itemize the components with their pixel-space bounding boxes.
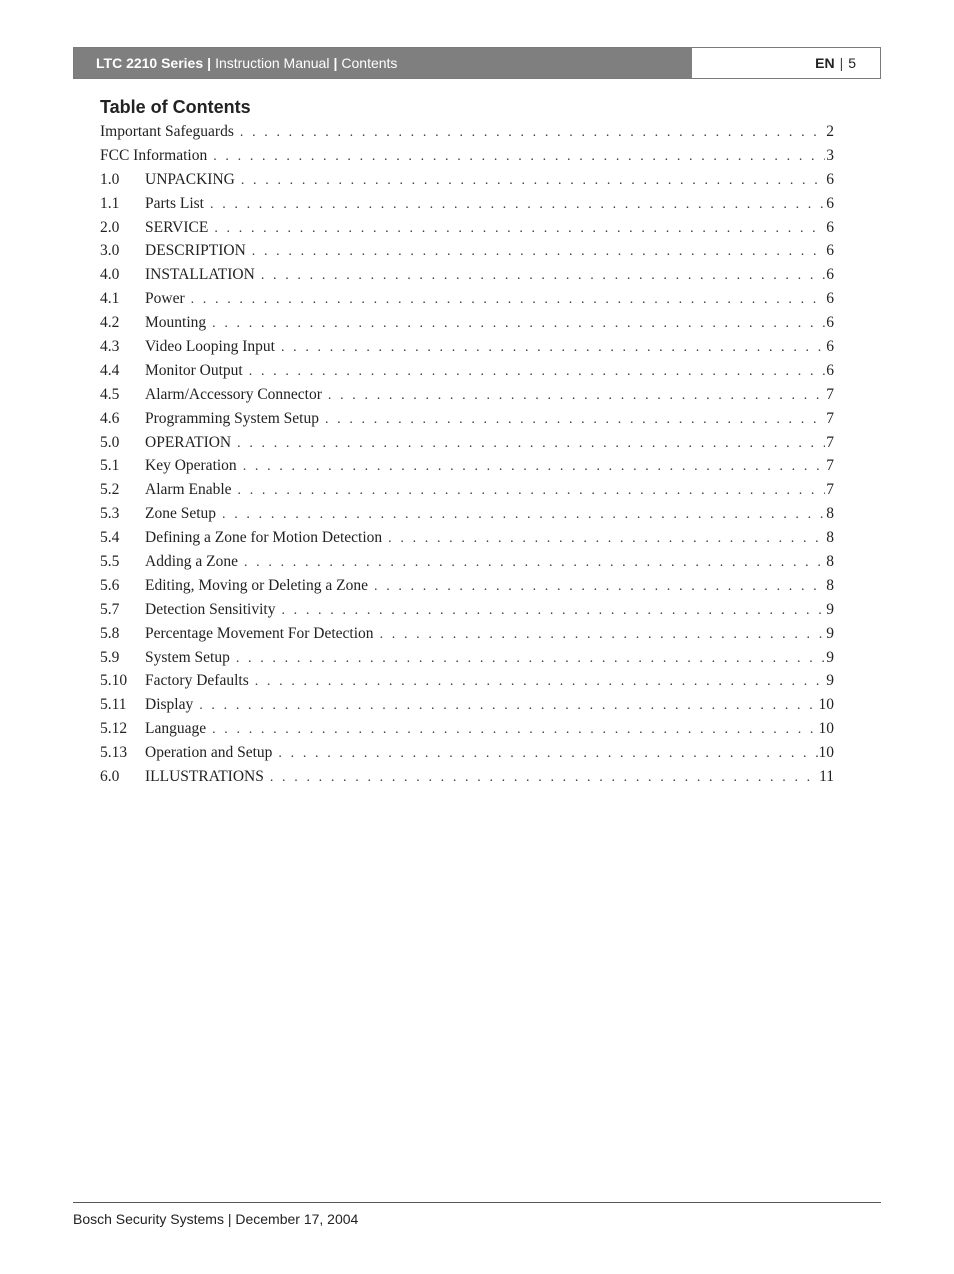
toc-entry-number: 5.7 — [100, 600, 120, 618]
toc-entry-number: 4.4 — [100, 361, 120, 379]
toc-entry-title: UNPACKING — [145, 170, 235, 188]
toc-entry-title: Factory Defaults — [145, 672, 249, 690]
toc-entry-page: 7 — [826, 433, 834, 451]
toc-entry-number: 5.9 — [100, 648, 120, 666]
toc-entry-title: Defining a Zone for Motion Detection — [145, 529, 383, 547]
footer-divider — [73, 1202, 881, 1203]
toc-entry-number: 5.10 — [100, 672, 128, 690]
toc-entry[interactable] — [100, 410, 834, 434]
toc-dot-leader — [281, 340, 825, 356]
toc-dot-leader — [214, 221, 825, 237]
toc-dot-leader — [199, 698, 817, 714]
toc-entry[interactable] — [100, 290, 834, 314]
toc-entry-page: 9 — [826, 600, 834, 618]
toc-dot-leader — [238, 483, 826, 499]
toc-entry-page: 9 — [826, 672, 834, 690]
toc-entry-number: 5.5 — [100, 553, 120, 571]
toc-entry[interactable] — [100, 696, 834, 720]
toc-entry[interactable] — [100, 601, 834, 625]
toc-entry-title: FCC Information — [100, 146, 208, 164]
toc-entry-page: 10 — [818, 720, 834, 738]
toc-dot-leader — [191, 292, 826, 308]
toc-entry-page: 2 — [826, 123, 834, 140]
toc-entry-number: 5.11 — [100, 696, 127, 714]
toc-entry-title: Video Looping Input — [145, 338, 275, 356]
toc-dot-leader — [244, 555, 825, 571]
toc-entry[interactable] — [100, 720, 834, 744]
toc-dot-leader — [237, 436, 825, 452]
toc-dot-leader — [388, 531, 825, 547]
toc-entry-page: 7 — [826, 409, 834, 427]
toc-entry-number: 5.2 — [100, 481, 120, 499]
toc-entry[interactable] — [100, 147, 834, 171]
toc-entry-title: INSTALLATION — [145, 266, 255, 284]
toc-entry-page: 11 — [819, 768, 834, 786]
toc-entry-title: Language — [145, 720, 207, 738]
toc-entry-title: DESCRIPTION — [145, 242, 246, 260]
toc-entry-number: 5.13 — [100, 744, 128, 762]
toc-entry-number: 4.6 — [100, 409, 120, 427]
header-page-number: 5 — [848, 55, 856, 71]
header-language: EN — [815, 55, 835, 71]
toc-dot-leader — [241, 173, 825, 189]
toc-entry[interactable] — [100, 338, 834, 362]
toc-entry-page: 8 — [826, 576, 834, 594]
toc-entry-title: ILLUSTRATIONS — [145, 768, 264, 786]
toc-dot-leader — [249, 364, 826, 380]
toc-entry-title: OPERATION — [145, 433, 232, 451]
toc-entry-title: Important Safeguards — [100, 123, 234, 140]
toc-entry-title: Detection Sensitivity — [145, 600, 276, 618]
toc-entry-title: Parts List — [145, 194, 204, 212]
toc-entry-number: 2.0 — [100, 218, 120, 236]
toc-entry-number: 6.0 — [100, 768, 120, 786]
toc-entry-page: 7 — [826, 457, 834, 475]
header-separator: | — [839, 55, 844, 71]
toc-entry-title: Operation and Setup — [145, 744, 273, 762]
toc-entry-title: Power — [145, 290, 185, 308]
toc-entry-title: Key Operation — [145, 457, 237, 475]
toc-dot-leader — [240, 125, 825, 141]
toc-entry[interactable] — [100, 625, 834, 649]
toc-entry-page: 8 — [826, 505, 834, 523]
toc-entry-number: 5.1 — [100, 457, 120, 475]
toc-entry[interactable] — [100, 123, 834, 147]
toc-entry[interactable] — [100, 672, 834, 696]
header-page-info — [692, 48, 880, 78]
toc-dot-leader — [270, 770, 818, 786]
toc-entry-number: 5.4 — [100, 529, 120, 547]
toc-entry-title: Display — [145, 696, 194, 714]
toc-dot-leader — [380, 627, 826, 643]
toc-entry[interactable] — [100, 744, 834, 768]
toc-entry-page: 6 — [826, 218, 834, 236]
toc-entry[interactable] — [100, 505, 834, 529]
toc-dot-leader — [222, 507, 825, 523]
toc-entry-number: 1.0 — [100, 170, 120, 188]
toc-entry-title: Percentage Movement For Detection — [145, 624, 374, 642]
toc-entry-page: 10 — [818, 744, 834, 762]
toc-entry-number: 5.12 — [100, 720, 128, 738]
toc-entry-title: Adding a Zone — [145, 553, 238, 571]
toc-entry-number: 4.0 — [100, 266, 120, 284]
toc-entry-page: 6 — [826, 290, 834, 308]
toc-entry-page: 3 — [826, 146, 834, 164]
toc-entry-page: 6 — [826, 194, 834, 212]
toc-title: Table of Contents — [100, 97, 251, 117]
toc-entry-title: Zone Setup — [145, 505, 217, 523]
toc-entry-page: 10 — [818, 696, 834, 714]
toc-entry-number: 3.0 — [100, 242, 120, 260]
toc-entry-page: 7 — [826, 481, 834, 499]
toc-entry-title: Editing, Moving or Deleting a Zone — [145, 576, 368, 594]
toc-entry-page: 6 — [826, 242, 834, 260]
toc-entry[interactable] — [100, 481, 834, 505]
toc-entry-page: 6 — [826, 314, 834, 332]
toc-entry-number: 4.3 — [100, 338, 120, 356]
toc-entry[interactable] — [100, 314, 834, 338]
toc-dot-leader — [210, 197, 825, 213]
toc-entry-number: 4.1 — [100, 290, 120, 308]
toc-entry-page: 8 — [826, 529, 834, 547]
toc-entry[interactable] — [100, 577, 834, 601]
toc-entry-page: 7 — [826, 385, 834, 403]
toc-list — [100, 123, 834, 792]
toc-entry[interactable] — [100, 386, 834, 410]
toc-dot-leader — [243, 459, 826, 475]
toc-entry-title: Programming System Setup — [145, 409, 319, 427]
toc-dot-leader — [278, 746, 817, 762]
toc-entry-number: 5.3 — [100, 505, 120, 523]
toc-entry[interactable] — [100, 649, 834, 673]
toc-entry-title: Monitor Output — [145, 361, 243, 379]
toc-entry-title: System Setup — [145, 648, 230, 666]
toc-dot-leader — [325, 412, 825, 428]
toc-entry-number: 5.0 — [100, 433, 120, 451]
toc-entry[interactable] — [100, 219, 834, 243]
toc-entry[interactable] — [100, 171, 834, 195]
toc-dot-leader — [213, 149, 825, 165]
toc-entry-page: 6 — [826, 338, 834, 356]
footer-text: Bosch Security Systems | December 17, 2004 — [73, 1211, 359, 1227]
toc-entry-page: 9 — [826, 624, 834, 642]
toc-entry[interactable] — [100, 553, 834, 577]
toc-entry[interactable] — [100, 434, 834, 458]
toc-entry-number: 1.1 — [100, 194, 120, 212]
toc-entry[interactable] — [100, 457, 834, 481]
toc-entry-page: 6 — [826, 170, 834, 188]
header-doc-type: Instruction Manual — [215, 55, 330, 71]
toc-entry-page: 8 — [826, 553, 834, 571]
toc-entry-number: 5.8 — [100, 624, 120, 642]
toc-entry-title: SERVICE — [145, 218, 209, 236]
toc-entry-number: 4.5 — [100, 385, 120, 403]
toc-entry[interactable] — [100, 242, 834, 266]
toc-entry[interactable] — [100, 266, 834, 290]
toc-dot-leader — [212, 722, 817, 738]
toc-entry-title: Alarm Enable — [145, 481, 232, 499]
header-separator: | — [333, 55, 338, 71]
toc-dot-leader — [261, 268, 825, 284]
header-separator: | — [207, 55, 212, 71]
toc-entry[interactable] — [100, 362, 834, 386]
toc-entry[interactable] — [100, 195, 834, 219]
toc-dot-leader — [212, 316, 825, 332]
toc-entry-title: Mounting — [145, 314, 207, 332]
page-header — [73, 47, 881, 79]
toc-entry-title: Alarm/Accessory Connector — [145, 385, 322, 403]
toc-dot-leader — [236, 651, 825, 667]
toc-entry-number: 4.2 — [100, 314, 120, 332]
header-product: LTC 2210 Series — [96, 55, 204, 71]
toc-dot-leader — [374, 579, 825, 595]
toc-entry-page: 9 — [826, 648, 834, 666]
toc-entry-page: 6 — [826, 361, 834, 379]
toc-entry-number: 5.6 — [100, 576, 120, 594]
header-section: Contents — [341, 55, 398, 71]
toc-entry[interactable] — [100, 768, 834, 792]
toc-entry-page: 6 — [826, 266, 834, 284]
toc-dot-leader — [252, 244, 825, 260]
header-title-bar — [74, 48, 692, 78]
toc-dot-leader — [255, 674, 826, 690]
toc-dot-leader — [281, 603, 825, 619]
toc-entry[interactable] — [100, 529, 834, 553]
toc-dot-leader — [328, 388, 825, 404]
